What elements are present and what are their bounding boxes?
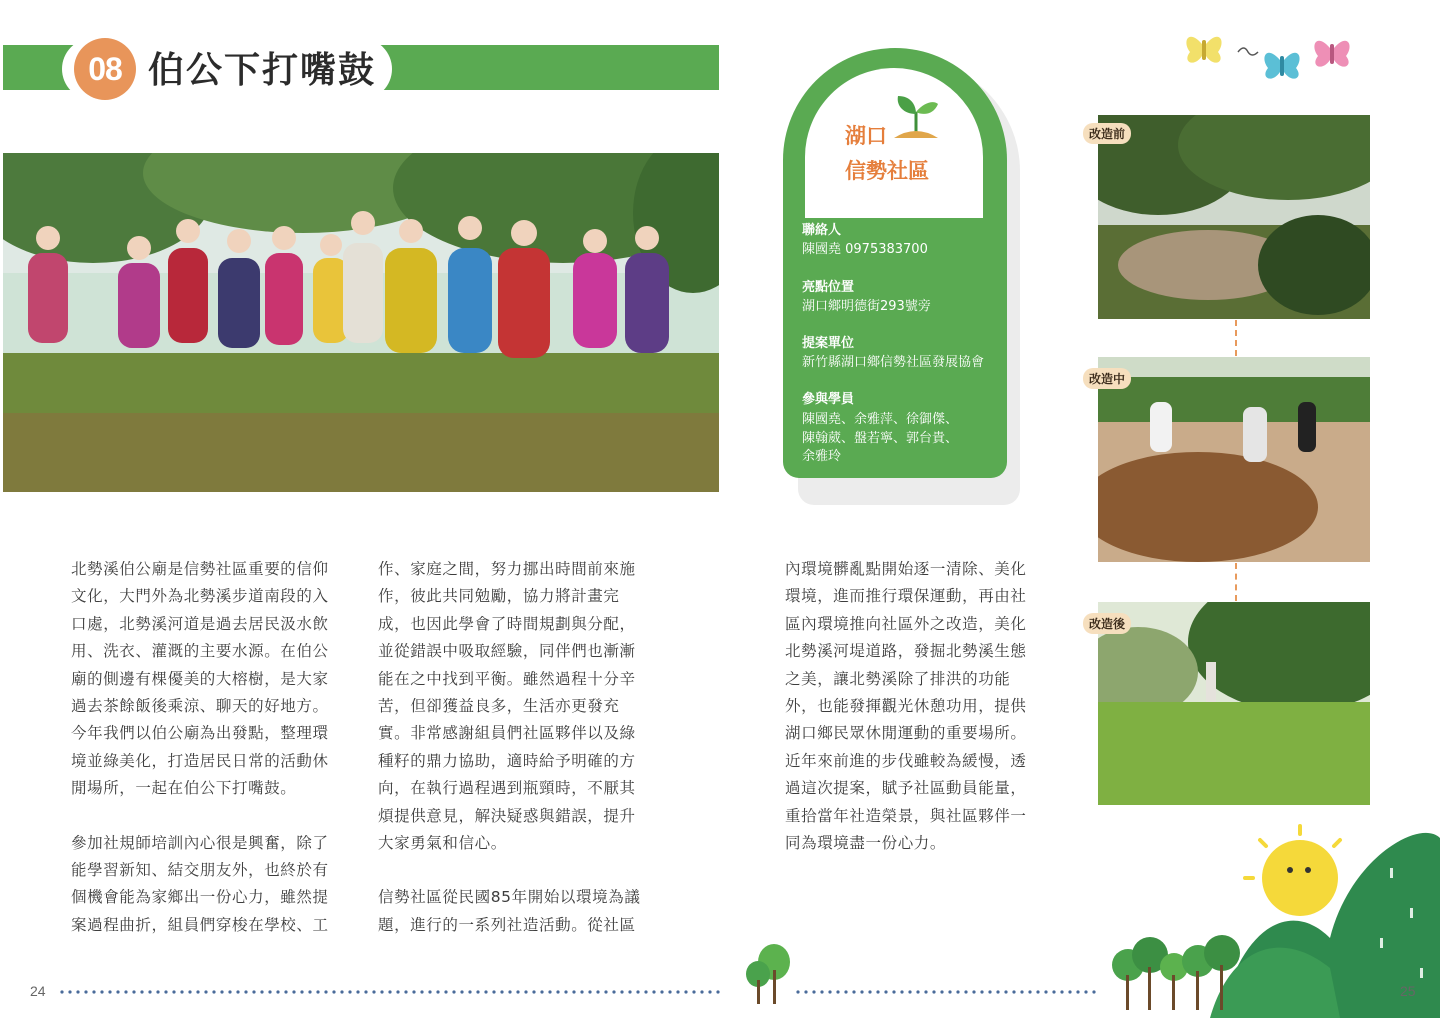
text-line: 過這次提案，賦予社區動員能量， bbox=[785, 779, 1027, 798]
text-line: 苦，但卻獲益良多，生活亦更發充 bbox=[378, 697, 620, 716]
text-line: 題，進行的一系列社造活動。從社區 bbox=[378, 915, 636, 934]
text-line: 近年來前進的步伐雖較為緩慢，透 bbox=[785, 751, 1027, 770]
unit-label: 提案單位 bbox=[802, 336, 855, 351]
butterfly-icon bbox=[1180, 22, 1362, 88]
contact-label: 聯絡人 bbox=[802, 223, 842, 238]
text-line: 信勢社區從民國85年開始以環境為議 bbox=[378, 888, 641, 907]
before-photo bbox=[1098, 115, 1370, 319]
contact-value: 陳國堯 0975383700 bbox=[802, 242, 928, 257]
members-line: 余雅玲 bbox=[802, 449, 842, 464]
members-line: 陳國堯、余雅萍、徐御傑、 bbox=[802, 412, 959, 427]
text-line: 能學習新知、結交朋友外，也終於有 bbox=[71, 861, 329, 880]
text-line: 大家勇氣和信心。 bbox=[378, 834, 507, 853]
text-line: 文化，大門外為北勢溪步道南段的入 bbox=[71, 587, 329, 606]
chapter-number: 08 bbox=[74, 38, 136, 100]
timeline-connector bbox=[1235, 563, 1237, 601]
text-line: 北勢溪伯公廟是信勢社區重要的信仰 bbox=[71, 560, 329, 578]
text-line: 內環境髒亂點開始逐一清除、美化 bbox=[785, 560, 1027, 578]
during-badge: 改造中 bbox=[1083, 368, 1131, 389]
left-page-number: 24 bbox=[30, 983, 46, 999]
paragraph bbox=[785, 556, 1055, 857]
unit-value: 新竹縣湖口鄉信勢社區發展協會 bbox=[802, 355, 985, 370]
text-line: 並從錯誤中吸取經驗，同伴們也漸漸 bbox=[378, 642, 636, 661]
tree-icon bbox=[744, 942, 792, 1006]
text-line: 向，在執行過程遇到瓶頸時，不厭其 bbox=[378, 779, 636, 798]
text-line: 實。非常感謝組員們社區夥伴以及綠 bbox=[378, 724, 636, 743]
paragraph bbox=[71, 830, 361, 940]
text-line: 口處，北勢溪河道是過去居民汲水飲 bbox=[71, 614, 329, 633]
members-label: 參與學員 bbox=[802, 392, 855, 407]
text-line: 閒場所，一起在伯公下打嘴鼓。 bbox=[71, 779, 297, 798]
seedling-icon bbox=[890, 88, 942, 144]
text-line: 種籽的鼎力協助，適時給予明確的方 bbox=[378, 751, 636, 770]
footer-divider bbox=[796, 988, 1096, 996]
paragraph bbox=[378, 884, 668, 939]
during-photo bbox=[1098, 357, 1370, 562]
text-line: 成，也因此學會了時間規劃與分配， bbox=[378, 614, 636, 633]
after-photo bbox=[1098, 602, 1370, 805]
text-line: 用、洗衣、灌溉的主要水源。在伯公 bbox=[71, 642, 329, 661]
group-photo bbox=[3, 153, 719, 492]
text-line: 煩提供意見，解決疑惑與錯誤，提升 bbox=[378, 806, 636, 825]
page-title: 伯公下打嘴鼓 bbox=[148, 50, 377, 91]
text-line: 之美，讓北勢溪除了排洪的功能 bbox=[785, 669, 1011, 688]
text-column-1 bbox=[71, 556, 361, 939]
text-line: 湖口鄉民眾休閒運動的重要場所。 bbox=[785, 724, 1027, 743]
members-line: 陳翰葳、盤若寧、郭台貴、 bbox=[802, 431, 959, 446]
tree-icon bbox=[1110, 925, 1250, 1015]
paragraph bbox=[378, 556, 668, 857]
text-line: 重拾當年社造榮景，與社區夥伴一 bbox=[785, 806, 1027, 825]
text-line: 境並綠美化，打造居民日常的活動休 bbox=[71, 751, 329, 770]
text-line: 外，也能發揮觀光休憩功用，提供 bbox=[785, 697, 1027, 716]
text-column-2 bbox=[378, 556, 668, 939]
right-page-number: 25 bbox=[1400, 983, 1416, 999]
text-column-3 bbox=[785, 556, 1055, 857]
text-line: 參加社規師培訓內心很是興奮，除了 bbox=[71, 833, 329, 852]
text-line: 過去茶餘飯後乘涼、聊天的好地方。 bbox=[71, 697, 329, 716]
footer-divider bbox=[60, 988, 720, 996]
text-line: 同為環境盡一份心力。 bbox=[785, 834, 947, 853]
before-badge: 改造前 bbox=[1083, 123, 1131, 144]
text-line: 廟的側邊有棵優美的大榕樹，是大家 bbox=[71, 669, 329, 688]
text-line: 今年我們以伯公廟為出發點，整理環 bbox=[71, 724, 329, 743]
text-line: 能在之中找到平衡。雖然過程十分辛 bbox=[378, 669, 636, 688]
text-line: 個機會能為家鄉出一份心力，雖然提 bbox=[71, 888, 329, 907]
text-line: 案過程曲折，組員們穿梭在學校、工 bbox=[71, 915, 329, 934]
after-badge: 改造後 bbox=[1083, 613, 1131, 634]
text-line: 作、家庭之間，努力挪出時間前來施 bbox=[378, 560, 636, 578]
community-name-line1: 湖口 bbox=[845, 124, 887, 148]
text-line: 區內環境推向社區外之改造，美化 bbox=[785, 614, 1027, 633]
community-name-line2: 信勢社區 bbox=[845, 159, 929, 183]
sun-icon bbox=[1245, 826, 1340, 916]
timeline-connector bbox=[1235, 320, 1237, 356]
location-value: 湖口鄉明德街293號旁 bbox=[802, 299, 931, 314]
text-line: 北勢溪河堤道路，發掘北勢溪生態 bbox=[785, 642, 1027, 661]
location-label: 亮點位置 bbox=[802, 280, 855, 295]
text-line: 作，彼此共同勉勵，協力將計畫完 bbox=[378, 587, 620, 606]
text-line: 環境，進而推行環保運動，再由社 bbox=[785, 587, 1027, 606]
paragraph bbox=[71, 556, 361, 803]
